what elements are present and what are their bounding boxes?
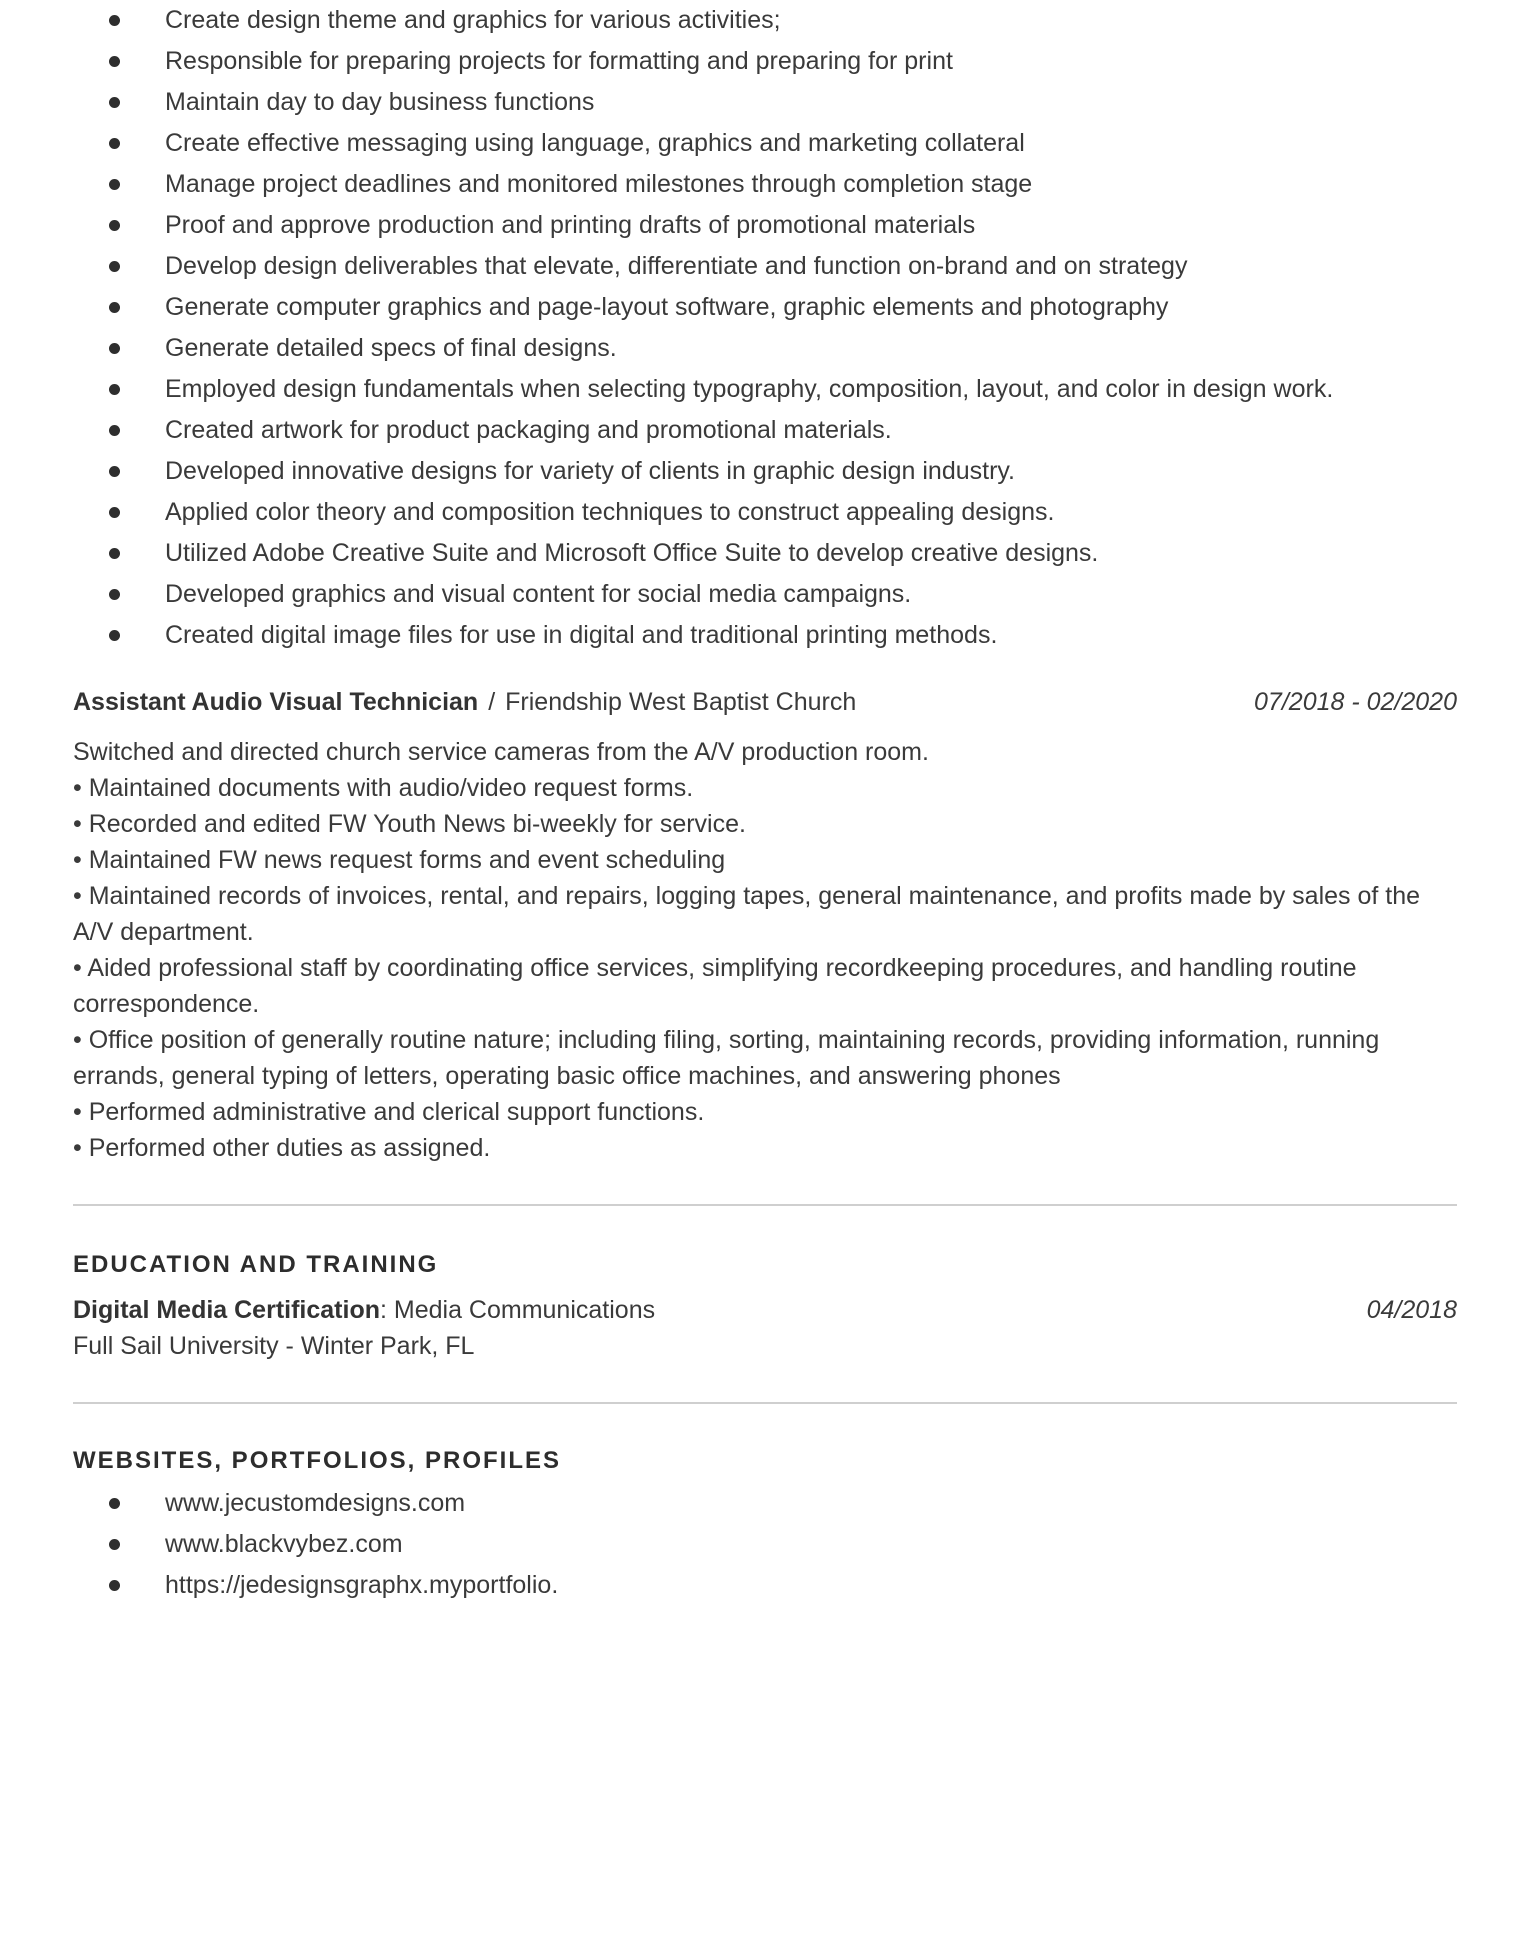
list-item: Employed design fundamentals when selecting typography, composition, layout, and color in design work. [73, 369, 1457, 410]
bullet-icon [109, 15, 120, 26]
education-field-separator: : [379, 1296, 387, 1324]
job-employer: Friendship West Baptist Church [505, 688, 857, 716]
list-item: Responsible for preparing projects for formatting and preparing for print [73, 41, 1457, 82]
bullet-icon [109, 220, 120, 231]
education-entry [73, 1292, 1457, 1328]
bullet-icon [109, 1498, 120, 1509]
bullet-icon [109, 179, 120, 190]
list-item: Developed graphics and visual content for social media campaigns. [73, 574, 1457, 615]
education-date: 04/2018 [1366, 1296, 1457, 1324]
experience-bullet-list [73, 0, 1457, 656]
bullet-icon [109, 97, 120, 108]
bullet-icon [109, 1580, 120, 1591]
website-item: www.blackvybez.com [73, 1524, 1457, 1565]
bullet-icon [109, 630, 120, 641]
job-description-line: • Office position of generally routine nature; including filing, sorting, maintaining records, providing information, running errands, general typing of letters, operating basic office machines, and answering phones [73, 1026, 1380, 1090]
job-separator: / [488, 688, 496, 716]
list-item: Developed innovative designs for variety of clients in graphic design industry. [73, 451, 1457, 492]
resume-page [73, 0, 1457, 1606]
job-description-line: • Maintained FW news request forms and event scheduling [73, 846, 726, 874]
list-item: Create design theme and graphics for various activities; [73, 0, 1457, 41]
bullet-icon [109, 466, 120, 477]
job-description-line: Switched and directed church service cameras from the A/V production room. [73, 738, 929, 766]
bullet-icon [109, 1539, 120, 1550]
bullet-icon [109, 425, 120, 436]
education-degree: Digital Media Certification [73, 1296, 380, 1324]
websites-list [73, 1483, 1457, 1606]
list-item: Proof and approve production and printing drafts of promotional materials [73, 205, 1457, 246]
job-description-line: • Performed administrative and clerical support functions. [73, 1098, 705, 1126]
list-item: Manage project deadlines and monitored milestones through completion stage [73, 164, 1457, 205]
list-item: Create effective messaging using language, graphics and marketing collateral [73, 123, 1457, 164]
bullet-icon [109, 548, 120, 559]
job-dates: 07/2018 - 02/2020 [1254, 688, 1457, 716]
job-description-line: • Performed other duties as assigned. [73, 1134, 491, 1162]
list-item: Generate computer graphics and page-layout software, graphic elements and photography [73, 287, 1457, 328]
list-item: Develop design deliverables that elevate, differentiate and function on-brand and on strategy [73, 246, 1457, 287]
bullet-icon [109, 384, 120, 395]
section-divider [73, 1204, 1457, 1206]
list-item: Utilized Adobe Creative Suite and Microsoft Office Suite to develop creative designs. [73, 533, 1457, 574]
education-school: Full Sail University - Winter Park, FL [73, 1332, 475, 1360]
job-description-line: • Maintained documents with audio/video request forms. [73, 774, 694, 802]
list-item: Created artwork for product packaging and promotional materials. [73, 410, 1457, 451]
bullet-icon [109, 302, 120, 313]
job-description-line: • Aided professional staff by coordinating office services, simplifying recordkeeping procedures, and handling routine correspondence. [73, 954, 1357, 1018]
job-description [73, 734, 1457, 1166]
bullet-icon [109, 56, 120, 67]
websites-heading: WEBSITES, PORTFOLIOS, PROFILES [73, 1447, 562, 1474]
bullet-icon [109, 343, 120, 354]
list-item: Applied color theory and composition techniques to construct appealing designs. [73, 492, 1457, 533]
list-item: Maintain day to day business functions [73, 82, 1457, 123]
job-description-line: • Recorded and edited FW Youth News bi-weekly for service. [73, 810, 746, 838]
bullet-icon [109, 261, 120, 272]
list-item: Generate detailed specs of final designs. [73, 328, 1457, 369]
list-item: Created digital image files for use in digital and traditional printing methods. [73, 615, 1457, 656]
education-heading: EDUCATION AND TRAINING [73, 1251, 439, 1278]
job-header [73, 684, 1457, 720]
website-item: https://jedesignsgraphx.myportfolio. [73, 1565, 1457, 1606]
job-title: Assistant Audio Visual Technician [73, 688, 479, 716]
website-item: www.jecustomdesigns.com [73, 1483, 1457, 1524]
job-description-line: • Maintained records of invoices, rental, and repairs, logging tapes, general maintenance, and profits made by sales of the A/V department. [73, 882, 1421, 946]
bullet-icon [109, 589, 120, 600]
education-field: Media Communications [386, 1296, 656, 1324]
bullet-icon [109, 138, 120, 149]
section-divider [73, 1402, 1457, 1404]
bullet-icon [109, 507, 120, 518]
